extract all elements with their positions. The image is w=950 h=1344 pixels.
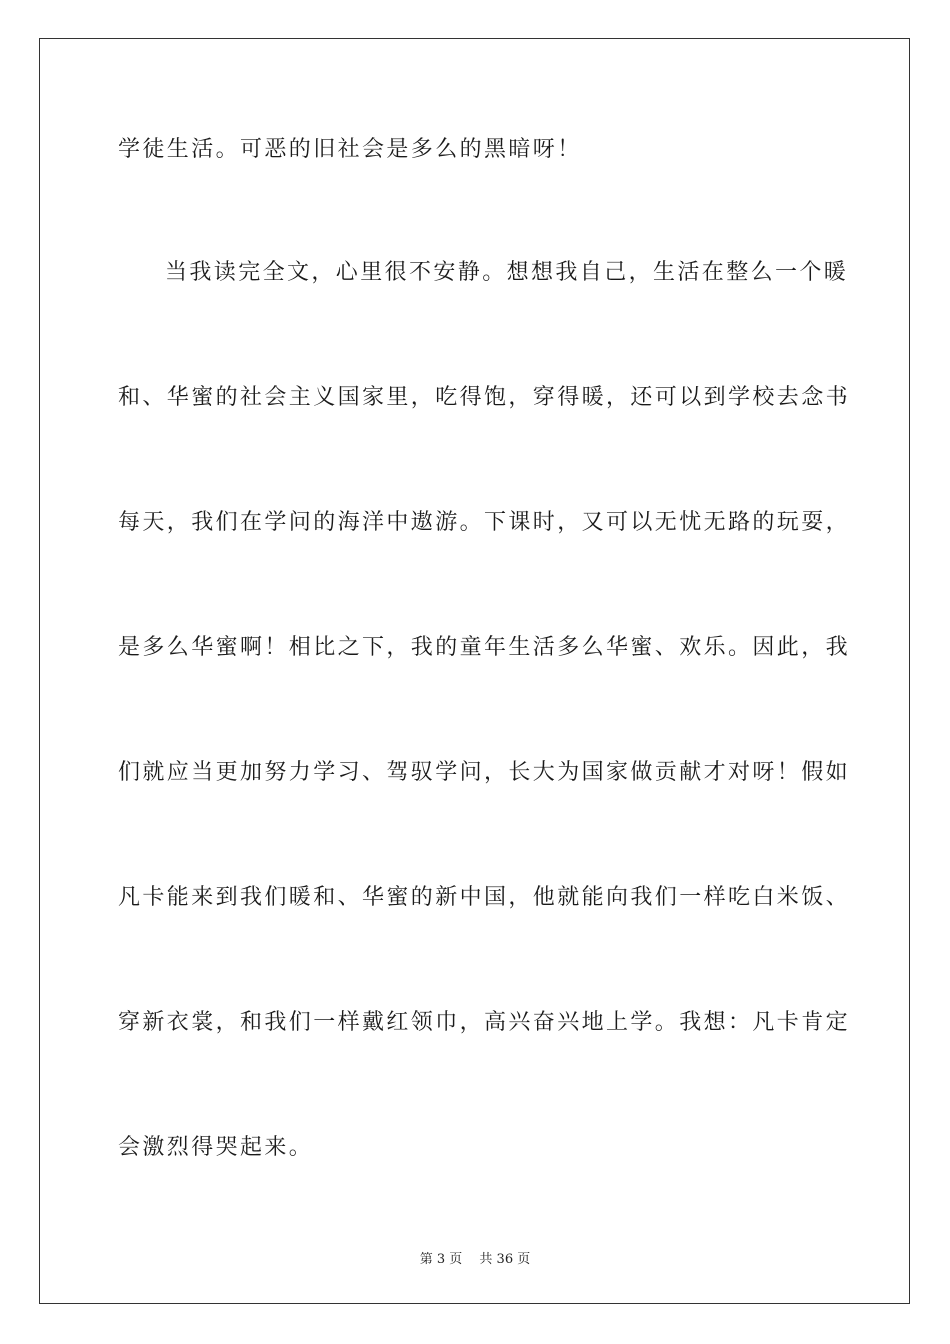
text-line-2: 当我读完全文，心里很不安静。想想我自己，生活在整么一个暖: [165, 260, 849, 285]
text-line-4: 每天，我们在学问的海洋中遨游。下课时，又可以无忧无路的玩耍，: [118, 510, 851, 535]
text-line-7: 凡卡能来到我们暖和、华蜜的新中国，他就能向我们一样吃白米饭、: [118, 885, 851, 910]
page-frame: [39, 38, 910, 1304]
text-line-5: 是多么华蜜啊！相比之下，我的童年生活多么华蜜、欢乐。因此，我: [118, 635, 851, 660]
text-line-1: 学徒生活。可恶的旧社会是多么的黑暗呀！: [118, 137, 582, 162]
text-line-3: 和、华蜜的社会主义国家里，吃得饱，穿得暖，还可以到学校去念书: [118, 385, 851, 410]
page-number-footer: 第 3 页 共 36 页: [419, 1252, 531, 1267]
text-line-9: 会激烈得哭起来。: [118, 1135, 314, 1160]
text-line-6: 们就应当更加努力学习、驾驭学问，长大为国家做贡献才对呀！假如: [118, 760, 851, 785]
text-line-8: 穿新衣裳，和我们一样戴红领巾，高兴奋兴地上学。我想：凡卡肯定: [118, 1010, 851, 1035]
